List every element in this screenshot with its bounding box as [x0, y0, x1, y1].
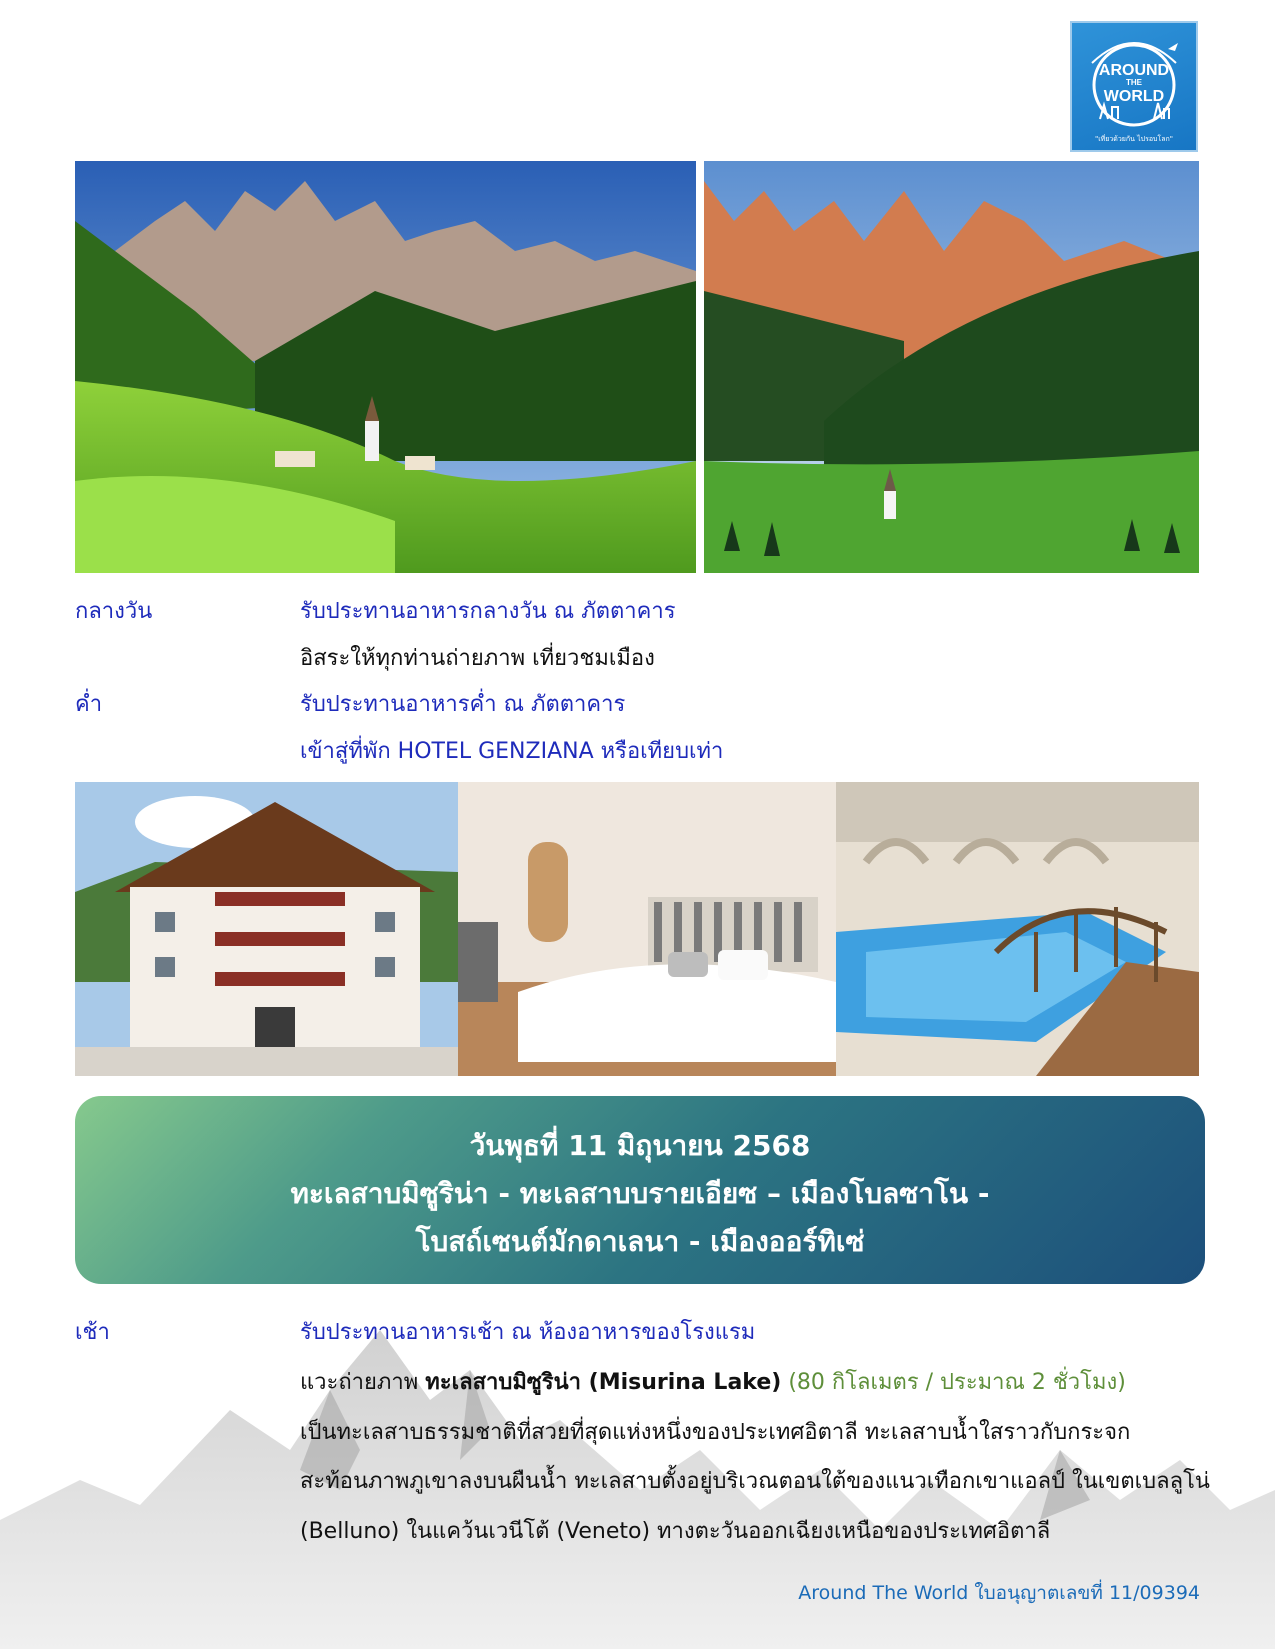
day-date: วันพุธที่ 11 มิถุนายน 2568 [469, 1129, 811, 1162]
logo-tagline: "เที่ยวด้วยกัน ไปรอบโลก" [1095, 135, 1173, 143]
hotel-exterior-photo [75, 782, 458, 1076]
stop-name: ทะเลสาบมิซูริน่า (Misurina Lake) [425, 1370, 782, 1395]
mountain-church-photo [704, 161, 1199, 573]
dinner-text: รับประทานอาหารค่ำ ณ ภัตตาคาร [300, 692, 626, 717]
breakfast-label: เช้า [75, 1320, 110, 1345]
dinner-label: ค่ำ [75, 692, 103, 717]
lunch-label: กลางวัน [75, 599, 153, 624]
description-line-3: (Belluno) ในแคว้นเวนีโต้ (Veneto) ทางตะวันออกเฉียงเหนือของประเทศอิตาลี [300, 1519, 1051, 1544]
stop-prefix: แวะถ่ายภาพ [300, 1370, 426, 1395]
hotel-text: เข้าสู่ที่พัก HOTEL GENZIANA หรือเทียบเท่า [300, 739, 724, 764]
logo-text-line1: AROUND [1098, 62, 1170, 79]
day-route-line2: โบสถ์เซนต์มักดาเลนา - เมืองออร์ทิเซ่ [415, 1225, 865, 1258]
description-line-2: สะท้อนภาพภูเขาลงบนผืนน้ำ ทะเลสาบตั้งอยู่บริเวณตอนใต้ของแนวเทือกเขาแอลป์ ในเขตเบลลูโน่ [300, 1469, 1210, 1494]
description-line-1: เป็นทะเลสาบธรรมชาติที่สวยที่สุดแห่งหนึ่งของประเทศอิตาลี ทะเลสาบน้ำใสราวกับกระจก [300, 1420, 1131, 1445]
around-the-world-logo [1070, 21, 1198, 152]
license-footer: Around The World ใบอนุญาตเลขที่ 11/09394 [798, 1582, 1200, 1604]
logo-text-line3: WORLD [1103, 88, 1165, 105]
hotel-pool-photo [836, 782, 1199, 1076]
free-time-text: อิสระให้ทุกท่านถ่ายภาพ เที่ยวชมเมือง [300, 646, 655, 671]
day-banner [75, 1096, 1205, 1284]
hotel-room-photo [458, 782, 836, 1076]
lunch-text: รับประทานอาหารกลางวัน ณ ภัตตาคาร [300, 599, 676, 624]
breakfast-text: รับประทานอาหารเช้า ณ ห้องอาหารของโรงแรม [300, 1320, 756, 1345]
dolomites-valley-photo [75, 161, 696, 573]
stop-line [300, 1364, 1126, 1399]
day-route-line1: ทะเลสาบมิซูริน่า - ทะเลสาบบรายเอียซ – เมืองโบลซาโน - [290, 1177, 990, 1210]
logo-text-line2: THE [1126, 78, 1142, 87]
stop-distance: (80 กิโลเมตร / ประมาณ 2 ชั่วโมง) [781, 1370, 1126, 1395]
